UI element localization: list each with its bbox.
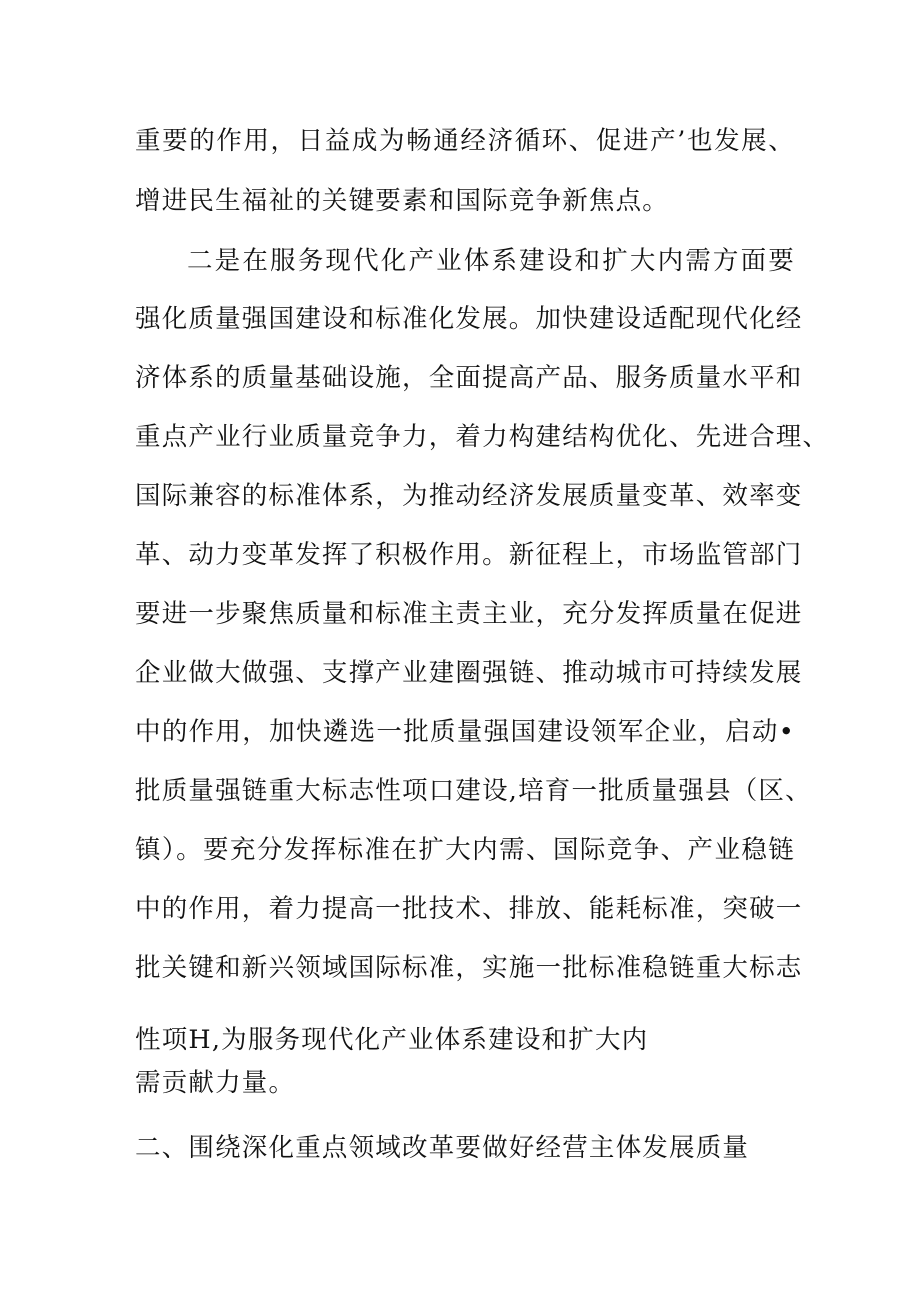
text-line: 企业做大做强、支撑产业建圈强链、推动城市可持续发展 xyxy=(135,658,803,688)
text-line: 中的作用，着力提高一批技术、排放、能耗标准，突破一 xyxy=(135,894,803,924)
text-line: 要进一步聚焦质量和标准主责主业，充分发挥质量在促进 xyxy=(135,599,803,629)
text-line: 强化质量强国建设和标准化发展。加快建设适配现代化经 xyxy=(135,304,803,334)
text-line: 性项H,为服务现代化产业体系建设和扩大内 xyxy=(135,1025,649,1055)
text-line: 批关键和新兴领域国际标准，实施一批标准稳链重大标志 xyxy=(135,953,803,983)
text-line: 增进民生福祉的关键要素和国际竞争新焦点。 xyxy=(135,186,670,216)
text-line: 需贡献力量。 xyxy=(135,1068,296,1098)
text-line: 批质量强链重大标志性项口建设,培育一批质量强县（区、 xyxy=(135,776,812,806)
text-line: 中的作用，加快遴选一批质量强国建设领军企业，启动• xyxy=(135,717,795,747)
text-line: 镇）。要充分发挥标准在扩大内需、国际竞争、产业稳链 xyxy=(135,835,795,865)
text-line-indented: 二是在服务现代化产业体系建设和扩大内需方面要 xyxy=(187,246,795,276)
text-line: 革、动力变革发挥了积极作用。新征程上，市场监管部门 xyxy=(135,540,803,570)
text-line: 重要的作用，日益成为畅通经济循环、促进产’也发展、 xyxy=(135,126,795,156)
text-line: 济体系的质量基础设施，全面提高产品、服务质量水平和 xyxy=(135,363,803,393)
section-heading: 二、围绕深化重点领域改革要做好经营主体发展质量 xyxy=(135,1133,750,1163)
text-line: 重点产业行业质量竞争力，着力构建结构优化、先进合理、 xyxy=(135,422,830,452)
text-line: 国际兼容的标准体系，为推动经济发展质量变革、效率变 xyxy=(135,481,803,511)
